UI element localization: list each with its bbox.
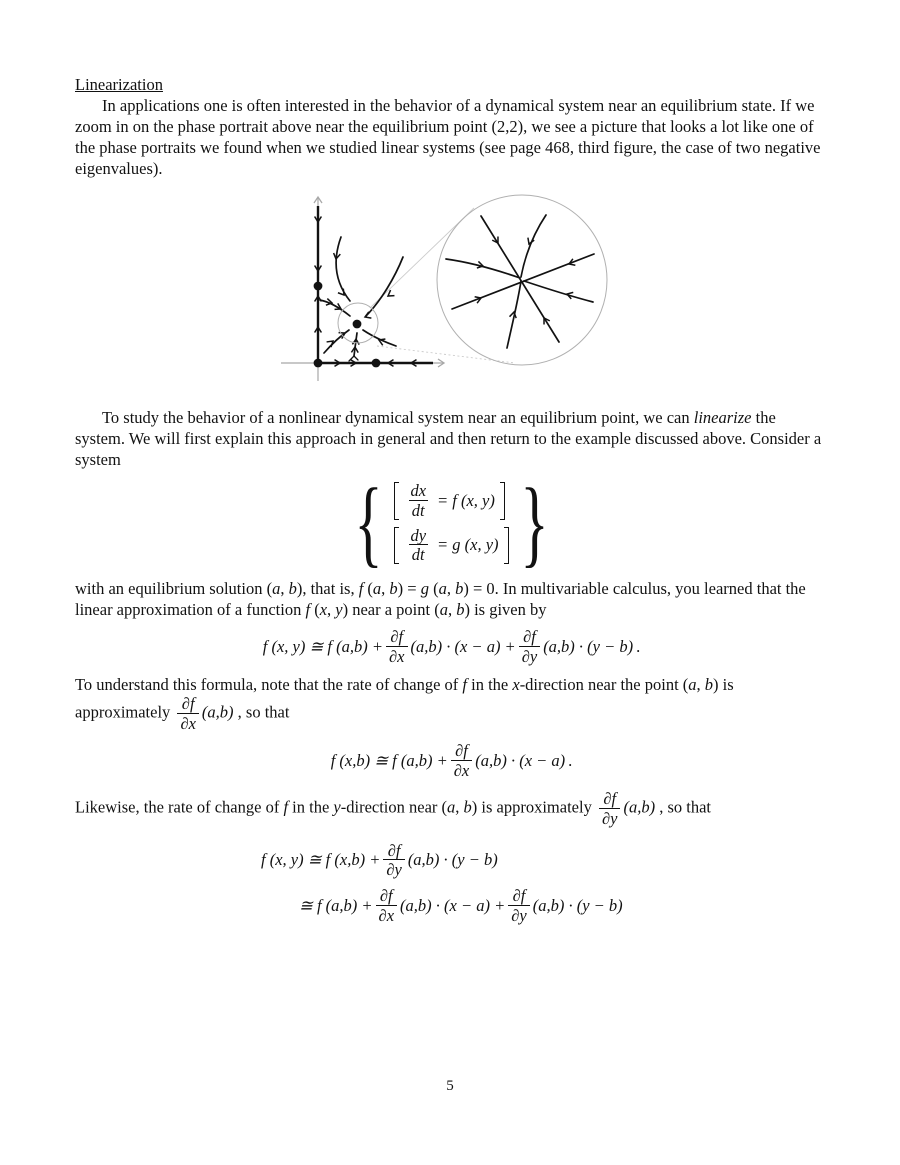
formula-linear-approximation: f (x, y) ≅ f (a,b) + $\frac{\partial f}{\partial x}$ (a,b) · (x − a) + $\frac{\partial f}{\partial y}$ (a,b) · (y − b) . [262,627,641,666]
fraction-df-dx-inline: $\frac{\partial f}{\partial x}$ [177,695,198,733]
x-axis-equilibrium-dot [371,359,380,368]
understand-paragraph: To understand this formula, note that the rate of change of f in the x-direction near the point (a, b) is approximately $\frac{\partial f}{\partial x}$ (a,b) , so that [75,674,734,733]
system-equations-column [394,482,508,564]
fraction-df-dy: $\frac{\partial f}{\partial y}$ [519,628,540,666]
right-bracket-icon [504,527,509,565]
fraction-dy-dt: $\frac{dy}{dt}$ [410,525,427,565]
likewise-paragraph: Likewise, the rate of change of f in the y-direction near (a, b) is approximately $\frac{\partial f}{\partial y}$ (a,b) , so that [75,789,711,828]
eigendirection-line-steep [481,216,559,342]
origin-dot [313,359,322,368]
left-bracket-icon [394,527,399,565]
phase-portrait-diagram [278,189,626,389]
right-brace: } [519,469,549,577]
fraction-df-dy: $\frac{\partial f}{\partial y}$ [508,887,529,925]
section-heading: Linearization [75,75,163,94]
equation-dx-dt [394,482,508,520]
equilibrium-point-dot [352,320,361,329]
phase-portrait-figure [278,189,626,389]
intro-paragraph: In applications one is often interested in the behavior of a dynamical system near an equilibrium state. If we zoom in on the phase portrait above near the equilibrium point (2,2), we see a picture that looks a lot like one of the phase portraits we found when we studied linear systems (see page 468, third figure, the case of two negative eigenvalues). [75,96,821,178]
system-of-equations [75,469,828,577]
fraction-df-dy: $\frac{\partial f}{\partial y}$ [383,842,404,880]
equilibrium-paragraph: with an equilibrium solution (a, b), that is, f (a, b) = g (a, b) = 0. In multivariable calculus, you learned that the linear approximation of a function f (x, y) near a point (a, b) is given by [75,579,806,620]
page-number: 5 [446,1078,454,1094]
equation-dy-dt [394,527,508,565]
y-axis-equilibrium-dot [313,282,322,291]
fraction-df-dx: $\frac{\partial f}{\partial x}$ [376,887,397,925]
magnified-view-circle [437,195,607,365]
linearize-paragraph: To study the behavior of a nonlinear dynamical system near an equilibrium point, we can linearize the system. We will first explain this approach in general and then return to the example discussed above. Consider a system [75,408,822,469]
equation-rhs: = g (x, y) [437,535,499,555]
equilibrium-dots [313,282,380,368]
right-bracket-icon [500,482,505,520]
left-bracket-icon [394,482,399,520]
formula-y-direction-line2: ≅ f (a,b) + $\frac{\partial f}{\partial x}$ (a,b) · (x − a) + $\frac{\partial f}{\partial y}$ (a,b) · (y − b) [299,886,623,926]
fraction-df-dy-inline: $\frac{\partial f}{\partial y}$ [599,790,620,828]
equation-rhs: = f (x, y) [437,490,495,510]
formula-x-direction: f (x,b) ≅ f (a,b) + $\frac{\partial f}{\partial x}$ (a,b) · (x − a) . [330,741,573,781]
magnified-trajectories [446,215,594,348]
formula-y-direction-line1: f (x, y) ≅ f (x,b) + $\frac{\partial f}{\partial y}$ (a,b) · (y − b) [261,840,498,880]
zoom-connector-lines [371,208,515,363]
eigendirection-line-shallow [452,254,594,309]
fraction-df-dx: $\frac{\partial f}{\partial x}$ [451,742,472,780]
axis-trajectories [318,206,433,363]
fraction-df-dx: $\frac{\partial f}{\partial x}$ [386,628,407,666]
axis-flow-arrows [314,217,416,367]
left-brace: { [354,469,384,577]
fraction-dx-dt: $\frac{dx}{dt}$ [410,480,427,520]
